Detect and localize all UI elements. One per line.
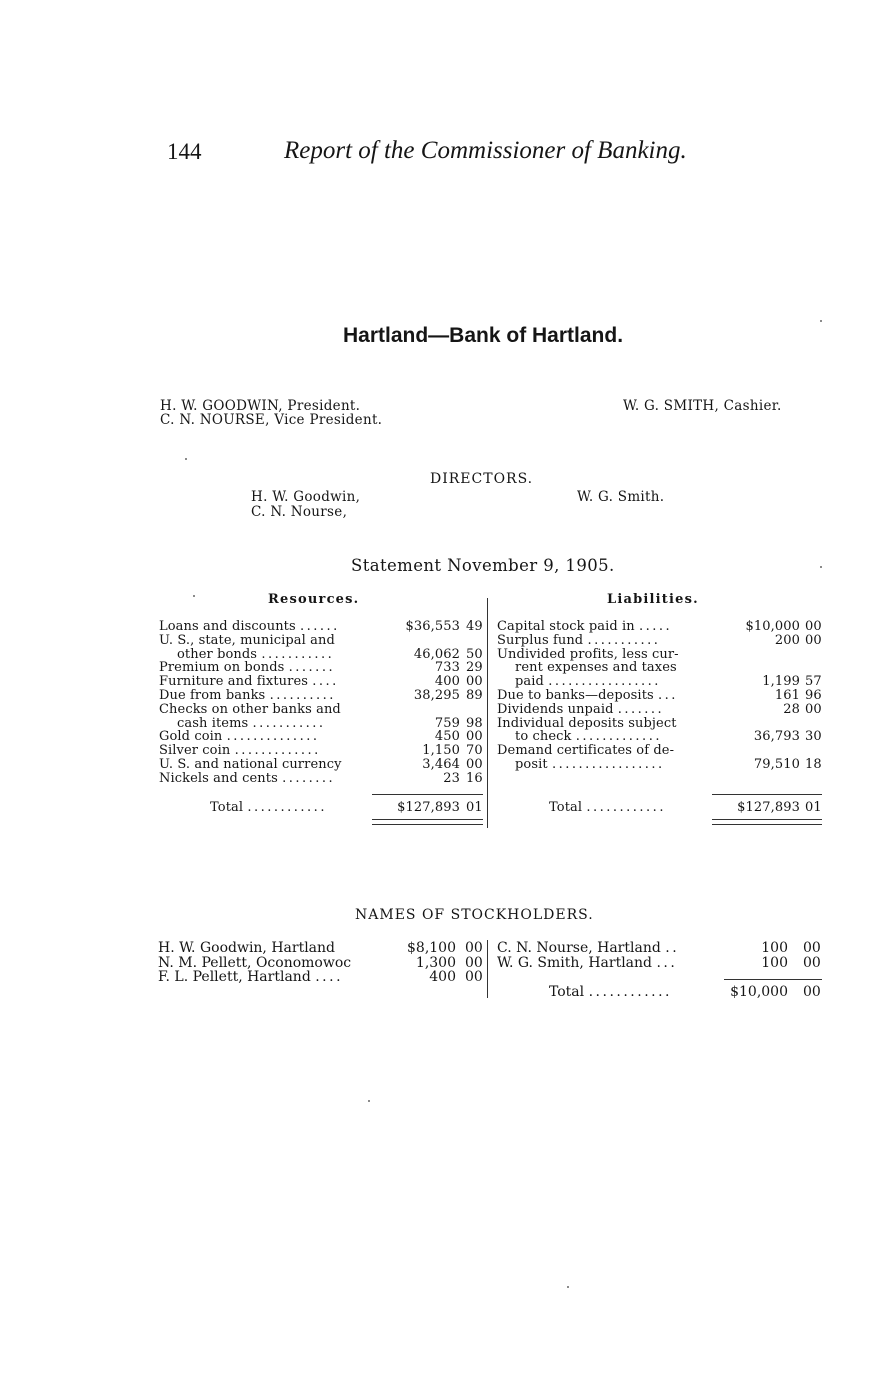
resource-row-dollars: 38,295	[413, 688, 460, 703]
liability-row-dollars: 1,199	[762, 674, 800, 690]
scan-speck	[820, 320, 822, 322]
resource-row-label	[159, 689, 336, 703]
liability-row-dollars: $10,000	[745, 619, 800, 634]
stockholders-column-divider	[487, 940, 488, 998]
liability-row-label-text: rent expenses and taxes	[515, 660, 677, 676]
stockholder-left-row-cents: 00	[465, 954, 483, 971]
liability-row-label	[497, 758, 665, 772]
bank-title: Hartland—Bank of Hartland.	[343, 324, 624, 347]
officer-cashier: W. G. SMITH, Cashier.	[623, 398, 782, 414]
resource-row-leader-dots: .......	[288, 660, 336, 676]
resource-row-leader-dots: .............	[234, 743, 321, 759]
stockholder-left-row-label	[158, 970, 343, 985]
liability-row-label-text: Surplus fund	[497, 632, 584, 648]
stockholders-total-cents: 00	[803, 984, 821, 1000]
page-number: 144	[167, 139, 202, 164]
stockholder-left-row-label-text: F. L. Pellett, Hartland	[158, 969, 311, 985]
resource-row-label	[159, 634, 335, 648]
resource-row-label-text: Gold coin	[159, 729, 223, 745]
resource-row-label-text: Loans and discounts	[159, 619, 296, 634]
liability-row-leader-dots: .....	[639, 619, 673, 634]
resource-row-dollars: $36,553	[405, 619, 460, 634]
resource-row-leader-dots: ..............	[226, 729, 320, 745]
resource-row-label	[159, 661, 335, 675]
resource-row-dollars: 23	[443, 770, 460, 786]
liability-row-cents: 57	[805, 674, 822, 690]
liability-row-leader-dots: ...	[658, 688, 678, 703]
resource-row-label-text: other bonds	[177, 646, 258, 662]
liability-row-label	[497, 703, 664, 717]
director-left-1: H. W. Goodwin,	[251, 489, 361, 505]
liability-row-leader-dots: ...........	[587, 632, 661, 648]
resource-row-cents: 50	[466, 646, 483, 662]
resource-row-label-text: Checks on other banks and	[159, 701, 341, 717]
stockholder-right-row-dollars: 100	[761, 954, 788, 971]
resource-row-cents: 98	[466, 715, 483, 731]
resource-row-cents: 16	[466, 770, 483, 786]
liability-row-cents: 30	[805, 729, 822, 745]
resource-row-cents: 00	[466, 757, 483, 772]
resource-row-label-text: Due from banks	[159, 688, 266, 703]
stockholder-left-row-label-text: H. W. Goodwin, Hartland	[158, 940, 336, 956]
liability-row-dollars: 200	[774, 632, 800, 648]
director-left-2: C. N. Nourse,	[251, 504, 348, 520]
liability-row-dollars: 161	[774, 688, 800, 703]
stockholder-right-row-leader-dots: ...	[656, 954, 678, 971]
director-right-1: W. G. Smith.	[577, 489, 665, 505]
liability-row-cents: 00	[805, 619, 822, 634]
liability-row-dollars: 79,510	[753, 757, 800, 772]
resource-row-label-text: U. S., state, municipal and	[159, 632, 335, 648]
resource-row-cents: 00	[466, 674, 483, 690]
resources-total-cents: 01	[466, 800, 483, 815]
liability-row-label	[497, 620, 672, 634]
liability-row-label	[497, 744, 674, 758]
officer-vice-president: C. N. NOURSE, Vice President.	[160, 412, 383, 428]
resource-row-cents: 29	[466, 660, 483, 676]
liability-row-cents: 18	[805, 757, 822, 772]
liability-row-label	[497, 648, 679, 662]
resource-row-leader-dots: ....	[312, 674, 339, 690]
resource-row-leader-dots: ...........	[261, 646, 335, 662]
resource-row-dollars: 46,062	[413, 646, 460, 662]
statement-title: Statement November 9, 1905.	[351, 556, 615, 575]
resource-row-leader-dots: ...........	[252, 715, 326, 731]
resource-row-dollars: 400	[434, 674, 460, 690]
liability-row-leader-dots: .................	[551, 757, 665, 772]
stockholder-left-row-label-text: N. M. Pellett, Oconomowoc	[158, 954, 352, 971]
resource-row-cents: 00	[466, 729, 483, 745]
resource-row-label-text: Premium on bonds	[159, 660, 285, 676]
liability-row-label-text: paid	[515, 674, 544, 690]
resource-row-cents: 70	[466, 743, 483, 759]
liability-row-label-text: Demand certificates of de-	[497, 743, 675, 759]
liabilities-sum-rule	[712, 794, 822, 795]
resource-row-label	[159, 703, 341, 717]
stockholder-left-row-leader-dots: ....	[315, 969, 344, 985]
liability-row-label-text: posit	[515, 757, 548, 772]
liability-row-label	[497, 730, 662, 744]
liability-row-label-text: to check	[515, 729, 572, 745]
resources-heading: Resources.	[268, 592, 360, 607]
directors-heading: DIRECTORS.	[430, 471, 534, 487]
stockholder-left-row-label	[158, 956, 351, 971]
stockholder-left-row-dollars: $8,100	[407, 940, 456, 956]
liability-row-label	[497, 689, 678, 703]
stockholder-left-row-dollars: 400	[429, 969, 456, 985]
stockholder-left-row-label	[158, 941, 335, 956]
liabilities-total-double-rule	[712, 819, 822, 825]
liability-row-label	[497, 634, 660, 648]
stockholder-right-row-label	[497, 941, 679, 956]
stockholder-right-row-label	[497, 956, 677, 971]
liabilities-total-cents: 01	[805, 800, 822, 815]
resource-row-label-text: cash items	[177, 715, 249, 731]
resource-row-leader-dots: ......	[300, 619, 340, 634]
liability-row-label-text: Dividends unpaid	[497, 701, 614, 717]
stockholder-right-row-leader-dots: ..	[665, 940, 680, 956]
resource-row-label-text: Silver coin	[159, 743, 231, 759]
stockholder-left-row-cents: 00	[465, 940, 483, 956]
resources-total-double-rule	[372, 819, 483, 825]
liability-row-label	[497, 675, 661, 689]
officer-president: H. W. GOODWIN, President.	[160, 398, 361, 414]
resource-row-label	[159, 730, 319, 744]
resource-row-cents: 49	[466, 619, 483, 634]
stockholder-right-row-label-text: C. N. Nourse, Hartland	[497, 940, 661, 956]
scan-speck	[193, 595, 195, 597]
liability-row-label-text: Undivided profits, less cur-	[497, 646, 679, 662]
resources-total-label: Total ............	[210, 800, 327, 815]
liability-row-cents: 96	[805, 688, 822, 703]
liability-row-label-text: Due to banks—deposits	[497, 688, 654, 703]
resource-row-label	[159, 675, 339, 689]
resource-row-cents: 89	[466, 688, 483, 703]
liability-row-cents: 00	[805, 701, 822, 717]
statement-column-divider	[487, 598, 488, 828]
liability-row-dollars: 28	[783, 701, 800, 717]
resource-row-label-text: Furniture and fixtures	[159, 674, 309, 690]
stockholders-heading: NAMES OF STOCKHOLDERS.	[355, 907, 594, 923]
liability-row-leader-dots: .............	[575, 729, 662, 745]
liability-row-label	[497, 661, 677, 675]
liability-row-dollars: 36,793	[753, 729, 800, 745]
resource-row-dollars: 733	[434, 660, 460, 676]
resource-row-label	[159, 648, 334, 662]
resources-sum-rule	[372, 794, 483, 795]
resource-row-label-text: U. S. and national currency	[159, 757, 342, 772]
resource-row-leader-dots: ..........	[269, 688, 336, 703]
resource-row-dollars: 450	[434, 729, 460, 745]
running-title: Report of the Commissioner of Banking.	[284, 137, 687, 164]
liabilities-total-dollars: $127,893	[737, 800, 800, 815]
resource-row-dollars: 3,464	[422, 757, 460, 772]
resource-row-dollars: 759	[434, 715, 460, 731]
stockholder-right-row-cents: 00	[803, 940, 821, 956]
resource-row-label	[159, 744, 321, 758]
scan-speck	[567, 1286, 569, 1288]
resource-row-label	[159, 717, 325, 731]
resources-total-dollars: $127,893	[397, 800, 460, 815]
scan-speck	[185, 458, 187, 460]
liability-row-leader-dots: .................	[548, 674, 661, 690]
resource-row-label-text: Nickels and cents	[159, 770, 278, 786]
resource-row-label	[159, 758, 342, 772]
stockholder-right-row-label-text: W. G. Smith, Hartland	[497, 954, 652, 971]
scan-speck	[368, 1100, 370, 1102]
resource-row-dollars: 1,150	[422, 743, 460, 759]
stockholders-total-dollars: $10,000	[730, 984, 788, 1000]
liability-row-label-text: Individual deposits subject	[497, 715, 677, 731]
resource-row-leader-dots: ........	[282, 770, 336, 786]
stockholder-right-row-dollars: 100	[761, 940, 788, 956]
liabilities-heading: Liabilities.	[607, 592, 699, 607]
liability-row-leader-dots: .......	[617, 701, 665, 717]
stockholder-left-row-dollars: 1,300	[415, 954, 456, 971]
liability-row-cents: 00	[805, 632, 822, 648]
resource-row-label	[159, 620, 340, 634]
stockholder-right-row-cents: 00	[803, 954, 821, 971]
liability-row-label	[497, 717, 677, 731]
liabilities-total-label: Total ............	[549, 800, 666, 815]
stockholder-left-row-cents: 00	[465, 969, 483, 985]
stockholders-total-label: Total ............	[549, 984, 672, 1000]
liability-row-label-text: Capital stock paid in	[497, 619, 635, 634]
scan-speck	[820, 566, 822, 568]
stockholders-sum-rule	[724, 979, 822, 980]
resource-row-label	[159, 772, 335, 786]
